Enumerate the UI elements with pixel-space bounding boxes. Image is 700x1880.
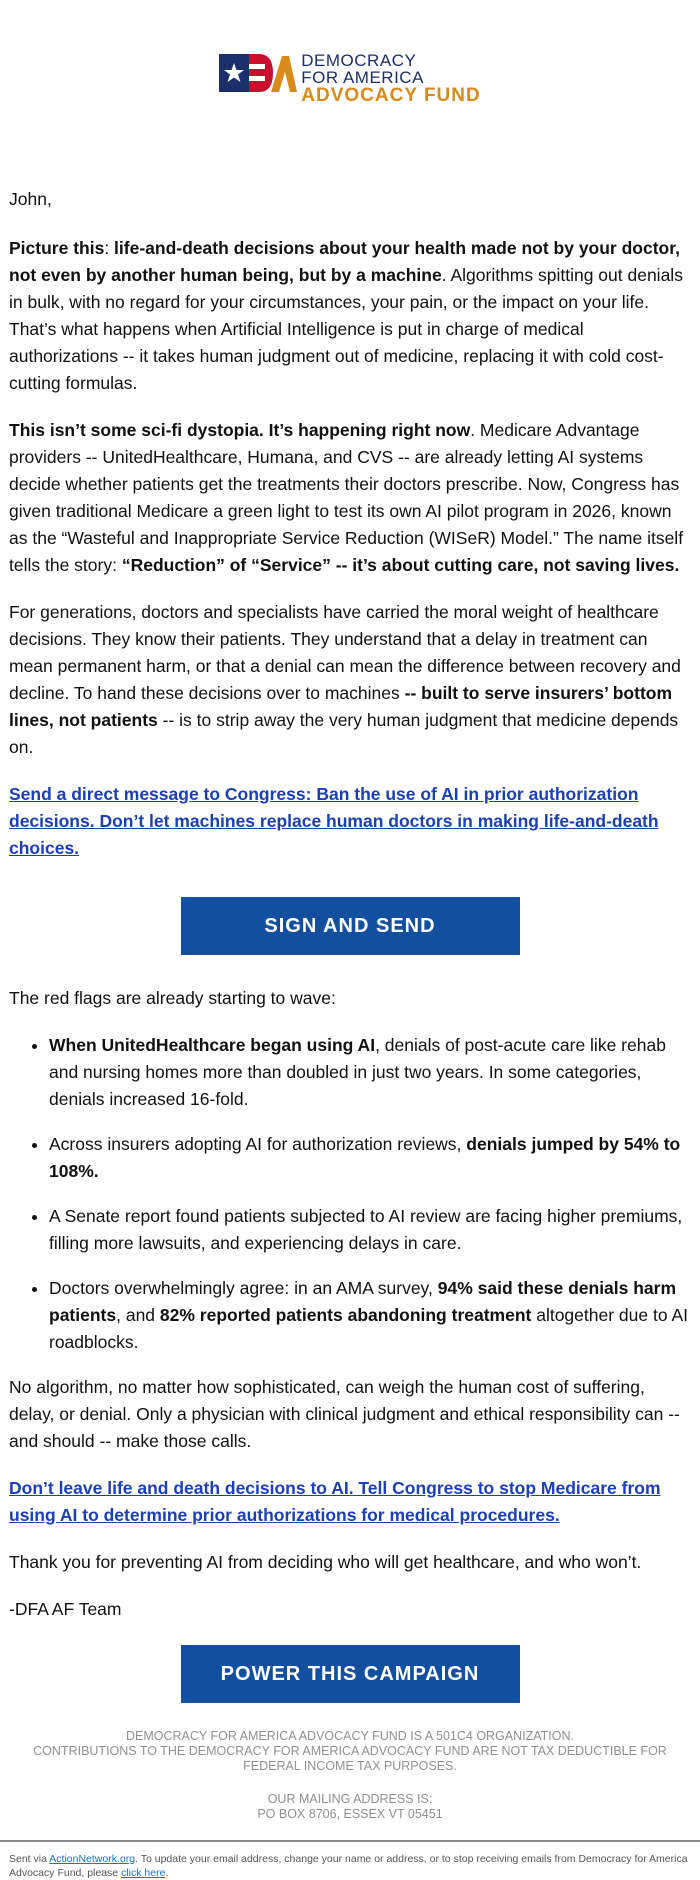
bullet-4-bold-1: 94% said these denials harm patients [49,1278,677,1325]
thanks-paragraph: Thank you for preventing AI from deciding who will get healthcare, and who won’t. [9,1552,642,1572]
red-flags-intro: The red flags are already starting to wave: [9,988,336,1008]
red-flags-list [9,1032,691,1356]
bullet-4-text-3: altogether due to AI roadblocks. [49,1305,689,1352]
header-logo[interactable] [0,0,700,130]
power-campaign-row [9,1645,691,1703]
paragraph-picture-this [9,235,691,397]
tell-congress-link[interactable]: Don’t leave life and death decisions to AI. Tell Congress to stop Medicare from using AI to determine prior authorizations for medical procedures. [9,1478,661,1525]
sign-and-send-button[interactable]: SIGN AND SEND [181,897,520,955]
bullet-4-bold-2: 82% reported patients abandoning treatment [159,1305,532,1325]
p1-lead: Picture this [9,238,105,258]
actionnetwork-link[interactable]: ActionNetwork.org [49,1853,136,1865]
dfa-flag-logo-icon [219,52,297,96]
logo-text [301,52,480,104]
list-item [49,1275,691,1356]
p1-bold: life-and-death decisions about your health made not by your doctor, not even by another human being, but by a machine [9,238,680,285]
p2-bold-lead: This isn’t some sci-fi dystopia. It’s happening right now [9,420,471,440]
cta-link-paragraph-1 [9,781,691,862]
logo-democracy: DEMOCRACY [301,51,417,70]
bullet-1-text: , denials of post-acute care like rehab and nursing homes more than doubled in just two years. In some categories, denials increased 16-fold. [49,1035,666,1109]
greeting: John, [9,189,52,209]
p1-colon: : [104,238,115,258]
bullet-2-bold: denials jumped by 54% to 108%. [49,1134,681,1181]
bullet-2-text: Across insurers adopting AI for authorization reviews, [49,1134,467,1154]
click-here-link[interactable]: click here [121,1867,166,1879]
bullet-4-text-2: , and [116,1305,160,1325]
bullet-3-text: A Senate report found patients subjected to AI review are facing higher premiums, filling more lawsuits, and experiencing delays in care. [49,1206,683,1253]
send-message-link[interactable]: Send a direct message to Congress: Ban the use of AI in prior authorization decisions. Don’t let machines replace human doctors in making life-and-death choices. [9,784,659,858]
power-this-campaign-button[interactable]: POWER THIS CAMPAIGN [181,1645,520,1703]
p3-text-1: For generations, doctors and specialists have carried the moral weight of healthcare decisions. They know their patients. They understand that a delay in treatment can mean permanent harm, or that a denial can mean the difference between recovery and decline. To hand these decisions over to machines [9,602,681,703]
unsubscribe-end: . [165,1867,169,1879]
paragraph-generations [9,599,691,761]
sign-send-row [9,897,691,955]
footer-address: PO BOX 8706, ESSEX VT 05451 [257,1807,443,1821]
p3-bold: -- built to serve insurers’ bottom lines, not patients [9,683,673,730]
bullet-4-text-1: Doctors overwhelmingly agree: in an AMA survey, [49,1278,438,1298]
logo-advocacy-fund: ADVOCACY FUND [301,85,481,106]
p3-text-2: -- is to strip away the very human judgment that medicine depends on. [9,710,679,757]
footer-mailing-label: OUR MAILING ADDRESS IS: [267,1792,433,1806]
footer-mailing [8,1792,692,1822]
signoff: -DFA AF Team [9,1599,122,1619]
cta-link-paragraph-2 [9,1475,691,1529]
footer-tax-line: CONTRIBUTIONS TO THE DEMOCRACY FOR AMERICA ADVOCACY FUND ARE NOT TAX DEDUCTIBLE FOR FEDERAL INCOME TAX PURPOSES. [33,1744,667,1773]
list-item [49,1032,691,1113]
p2-text: . Medicare Advantage providers -- UnitedHealthcare, Humana, and CVS -- are already letting AI systems decide whether patients get the treatments their doctors prescribe. Now, Congress has given traditional Medicare a green light to test its own AI pilot program in 2026, known as the “Wasteful and Inappropriate Service Reduction (WISeR) Model.” The name itself tells the story: [9,420,684,575]
logo-lockup[interactable] [219,52,480,130]
bullet-1-bold: When UnitedHealthcare began using AI [49,1035,376,1055]
paragraph-no-algorithm: No algorithm, no matter how sophisticated, can weigh the human cost of suffering, delay, or denial. Only a physician with clinical judgment and ethical responsibility can -- and should -- make those calls. [9,1377,680,1451]
list-item [49,1203,691,1257]
footer-disclaimer [8,1729,692,1774]
logo-for-america: FOR AMERICA [301,68,424,87]
p1-rest: . Algorithms spitting out denials in bulk, with no regard for your circumstances, your pain, or the impact on your life. That’s what happens when Artificial Intelligence is put in charge of medical authorizations -- it takes human judgment out of medicine, replacing it with cold cost-cutting formulas. [9,265,683,393]
email-body [0,186,700,1703]
footer [0,1729,700,1822]
unsubscribe-bar [0,1840,700,1880]
footer-org-line: DEMOCRACY FOR AMERICA ADVOCACY FUND IS A 501C4 ORGANIZATION. [125,1729,575,1743]
p2-bold-end: “Reduction” of “Service” -- it’s about cutting care, not saving lives. [121,555,680,575]
list-item [49,1131,691,1185]
sent-via-text: Sent via [9,1853,50,1865]
unsubscribe-text: . To update your email address, change your name or address, or to stop receiving emails from Democracy for America Advocacy Fund, please [9,1853,688,1879]
paragraph-happening-now [9,417,691,579]
